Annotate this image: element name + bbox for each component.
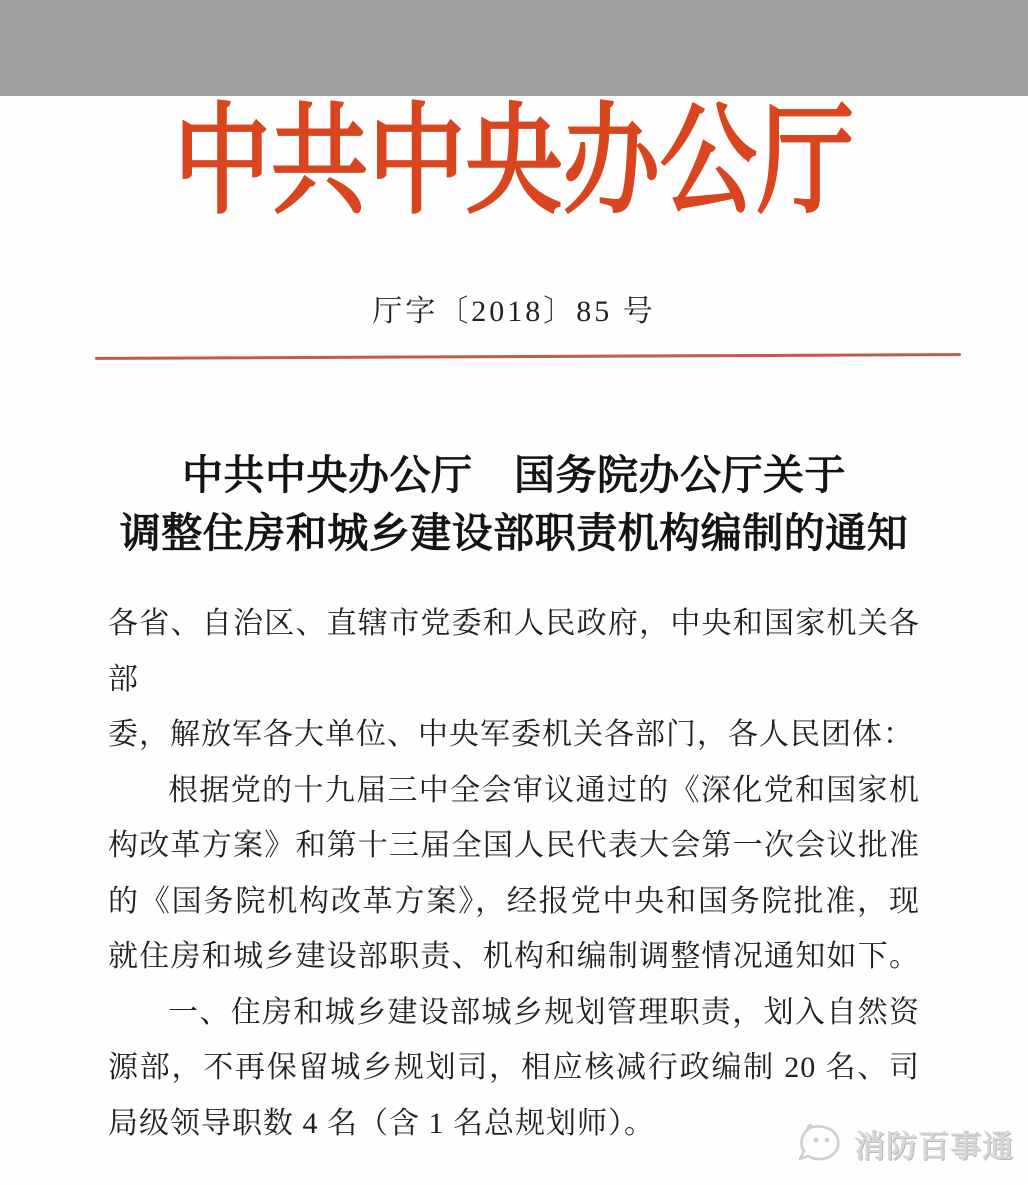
body-line: 源部，不再保留城乡规划司，相应核减行政编制 20 名、司 (108, 1051, 920, 1085)
body-line: 构改革方案》和第十三届全国人民代表大会第一次会议批准 (108, 829, 920, 863)
document-number: 厅字〔2018〕85 号 (372, 295, 656, 328)
document-body (0, 596, 1028, 1151)
watermark-label: 消防百事通 (854, 1129, 1014, 1164)
document-page (0, 96, 1028, 1186)
issuing-agency-title: 中共中央办公厅 (173, 95, 855, 228)
letterhead-divider (95, 353, 961, 360)
body-line: 局级领导职数 4 名（含 1 名总规划师）。 (108, 1106, 655, 1140)
body-line: 就住房和城乡建设部职责、机构和编制调整情况通知如下。 (108, 940, 920, 974)
body-line: 各省、自治区、直辖市党委和人民政府，中央和国家机关各部 (108, 607, 920, 696)
body-line: 的《国务院机构改革方案》，经报党中央和国务院批准，现 (108, 884, 920, 918)
document-content (0, 446, 1028, 1151)
body-line: 一、住房和城乡建设部城乡规划管理职责，划入自然资 (168, 995, 920, 1029)
watermark (796, 1121, 1014, 1166)
body-line: 委，解放军各大单位、中央军委机关各部门，各人民团体： (108, 718, 914, 752)
mascot-chat-bubble-icon (796, 1122, 848, 1166)
letterhead (0, 96, 1028, 358)
document-title-line1: 中共中央办公厅 国务院办公厅关于 (182, 452, 846, 498)
document-title-line2: 调整住房和城乡建设部职责机构编制的通知 (119, 510, 909, 556)
document-title (0, 446, 1028, 562)
body-line: 根据党的十九届三中全会审议通过的《深化党和国家机 (168, 773, 920, 807)
